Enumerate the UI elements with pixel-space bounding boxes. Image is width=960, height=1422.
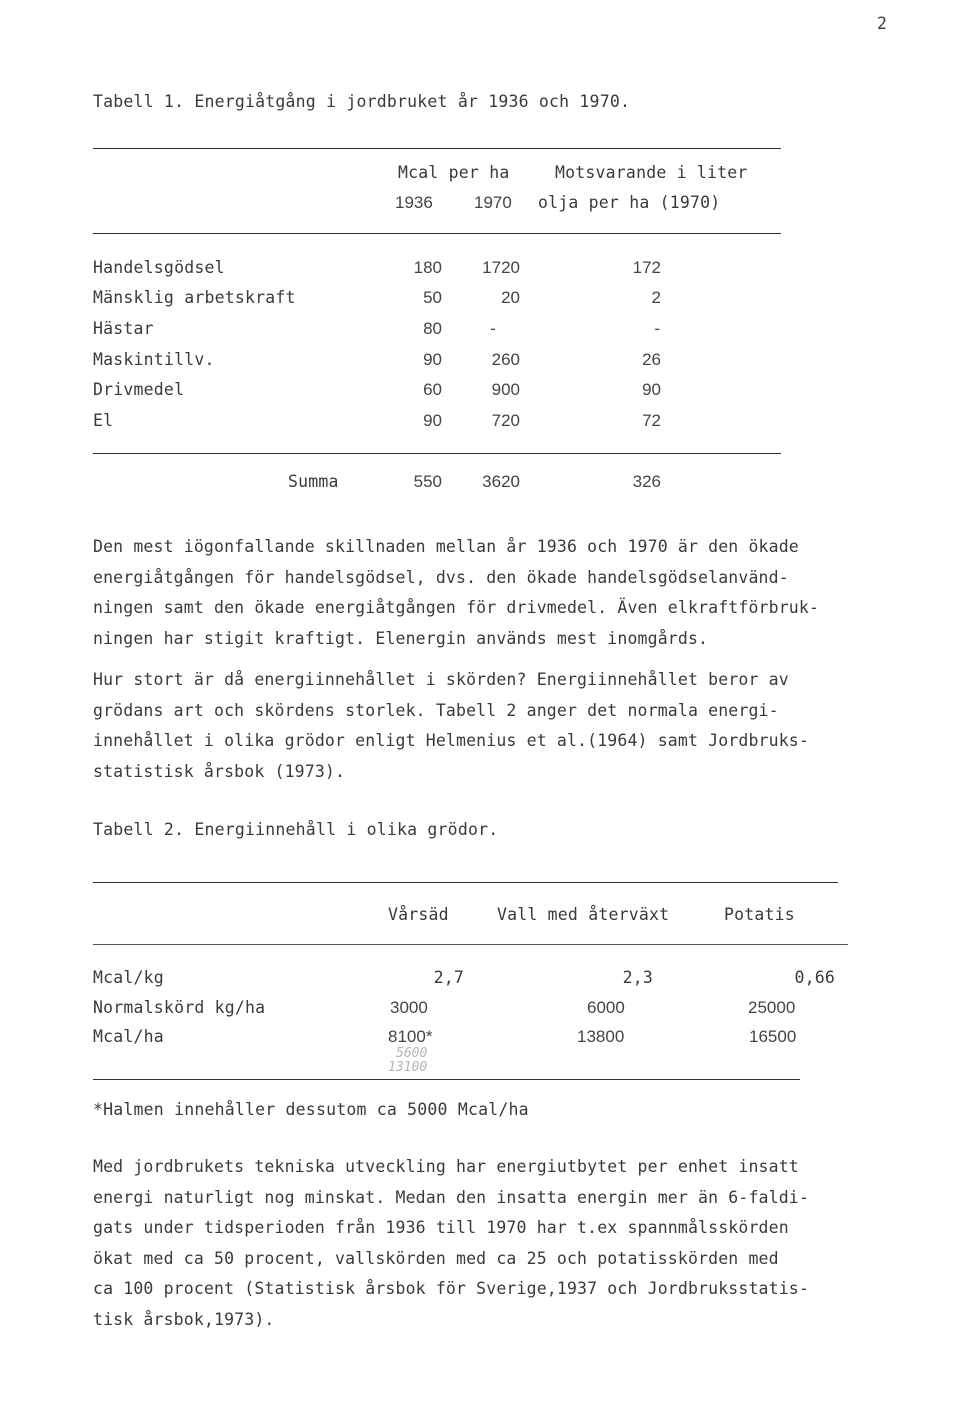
table1-sum-1936: 550: [413, 472, 442, 491]
table2-footnote: *Halmen innehåller dessutom ca 5000 Mcal/ha: [93, 1100, 529, 1119]
table1-row-label: Handelsgödsel: [93, 258, 225, 277]
table2-col-header: Potatis: [724, 905, 795, 924]
text-line: energi naturligt nog minskat. Medan den insatta energin mer än 6-faldi-: [93, 1187, 809, 1207]
table1-bottom-rule: [93, 453, 781, 454]
text-line: Den mest iögonfallande skillnaden mellan år 1936 och 1970 är den ökade: [93, 537, 799, 556]
handwritten-note: 13100: [388, 1060, 428, 1075]
table2-cell: 25000: [748, 998, 796, 1017]
table1-cell-1936: 90: [423, 411, 442, 430]
table1-cell-1970: 900: [491, 380, 520, 399]
table1-cell-oil: 90: [642, 380, 661, 399]
table1-row-label: Maskintillv.: [93, 350, 215, 369]
paragraph-2: [93, 665, 809, 787]
table1-top-rule: [93, 148, 781, 149]
table2-cell: 2,7: [433, 968, 464, 987]
table2-header-rule: [93, 944, 848, 945]
text-line: tisk årsbok,1973).: [93, 1309, 275, 1329]
table1-header-1936: 1936: [395, 193, 433, 212]
table2-bottom-rule: [93, 1079, 800, 1080]
text-line: ningen samt den ökade energiåtgången för drivmedel. Även elkraftförbruk-: [93, 598, 820, 617]
table2-cell: 2,3: [622, 968, 653, 987]
text-line: statistisk årsbok (1973).: [93, 761, 346, 781]
table1-cell-1970: 720: [491, 411, 520, 430]
table1-cell-1970: -: [490, 319, 496, 338]
page-number: 2: [877, 14, 888, 33]
table2-cell: 6000: [587, 998, 625, 1017]
table2-cell: 3000: [390, 998, 428, 1017]
table2-cell: 0,66: [794, 968, 835, 987]
text-line: energiåtgången för handelsgödsel, dvs. den ökade handelsgödselanvänd-: [93, 567, 789, 587]
text-line: Hur stort är då energiinnehållet i skörden? Energiinnehållet beror av: [93, 670, 789, 689]
table1-cell-oil: -: [654, 319, 660, 338]
text-line: innehållet i olika grödor enligt Helmenius et al.(1964) samt Jordbruks-: [93, 731, 809, 750]
table1-cell-1936: 90: [423, 350, 442, 369]
table2-col-header: Vall med återväxt: [497, 905, 670, 924]
table2-cell: 8100*: [388, 1027, 433, 1046]
table2-row-label: Normalskörd kg/ha: [93, 998, 266, 1017]
table1-cell-1970: 20: [501, 288, 520, 307]
table2-row-label: Mcal/ha: [93, 1027, 164, 1046]
handwritten-note: 5600: [396, 1046, 428, 1061]
table1-row-label: Hästar: [93, 319, 154, 338]
table1-cell-oil: 2: [651, 288, 661, 307]
table1-sum-1970: 3620: [482, 472, 520, 491]
table1-cell-1970: 260: [491, 350, 520, 369]
table1-header-oil-sub: olja per ha (1970): [538, 193, 721, 212]
table2-col-header: Vårsäd: [388, 905, 449, 924]
table1-cell-1936: 60: [423, 380, 442, 399]
table1-header-oil: Motsvarande i liter: [555, 163, 748, 182]
table2-cell: 13800: [577, 1027, 625, 1046]
table2-cell: 16500: [749, 1027, 797, 1046]
text-line: grödans art och skördens storlek. Tabell 2 anger det normala energi-: [93, 700, 779, 720]
text-line: ningen har stigit kraftigt. Elenergin används mest inomgårds.: [93, 628, 709, 648]
table1-sum-oil: 326: [632, 472, 661, 491]
table1-row-label: Drivmedel: [93, 380, 185, 399]
paragraph-1: [93, 532, 819, 654]
text-line: Med jordbrukets tekniska utveckling har energiutbytet per enhet insatt: [93, 1157, 799, 1176]
text-line: gats under tidsperioden från 1936 till 1970 har t.ex spannmålsskörden: [93, 1218, 789, 1237]
table2-top-rule: [93, 882, 838, 883]
table1-cell-1936: 50: [423, 288, 442, 307]
table1-header-mcal: Mcal per ha: [398, 163, 510, 182]
table1-row-label: Mänsklig arbetskraft: [93, 288, 296, 307]
table1-caption: Tabell 1. Energiåtgång i jordbruket år 1936 och 1970.: [93, 92, 631, 111]
table2-caption: Tabell 2. Energiinnehåll i olika grödor.: [93, 820, 499, 839]
table2-row-label: Mcal/kg: [93, 968, 164, 987]
table1-cell-1936: 80: [423, 319, 442, 338]
text-line: ökat med ca 50 procent, vallskörden med ca 25 och potatisskörden med: [93, 1248, 779, 1268]
table1-cell-oil: 26: [642, 350, 661, 369]
text-line: ca 100 procent (Statistisk årsbok för Sverige,1937 och Jordbruksstatis-: [93, 1279, 809, 1298]
table1-cell-1970: 1720: [482, 258, 520, 277]
table1-cell-oil: 72: [642, 411, 661, 430]
table1-row-label: El: [93, 411, 114, 430]
table1-header-1970: 1970: [474, 193, 512, 212]
table1-cell-oil: 172: [632, 258, 661, 277]
table1-sum-label: Summa: [288, 472, 339, 491]
table1-cell-1936: 180: [413, 258, 442, 277]
table1-header-rule: [93, 233, 781, 234]
paragraph-3: [93, 1152, 809, 1335]
